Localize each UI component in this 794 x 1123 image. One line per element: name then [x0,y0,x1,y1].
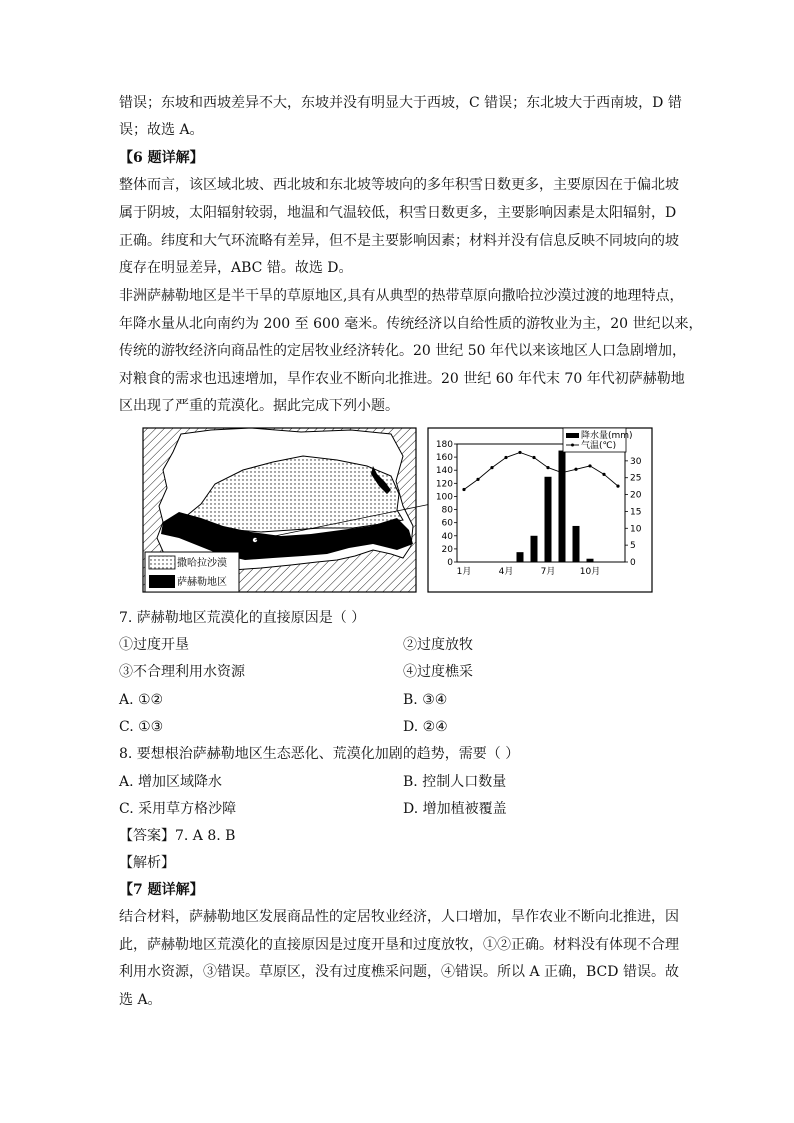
temperature-point [462,488,465,491]
x-tick-label: 7月 [540,567,556,577]
q7-item-3: ③不合理利用水资源 [119,664,245,680]
right-tick-label: 10 [630,524,642,535]
left-tick-label: 60 [441,518,453,529]
material-line: 年降水量从北向南约为 200 至 600 毫米。传统经济以自给性质的游牧业为主，20 世纪以来， [119,316,703,332]
x-tick-label: 10月 [579,567,601,577]
right-tick-label: 30 [630,456,642,467]
precip-bar [559,451,566,562]
section-heading: 【7 题详解】 [119,882,204,898]
text-line: 度存在明显差异，ABC 错。故选 D。 [119,260,353,276]
temperature-point [546,466,549,469]
left-tick-label: 180 [435,440,453,450]
temperature-point [602,473,605,476]
material-line: 非洲萨赫勒地区是半干旱的草原地区,具有从典型的热带草原向撒哈拉沙漠过渡的地理特点， [119,288,684,304]
precip-bar [587,559,594,562]
section-heading: 【6 题详解】 [119,150,204,166]
q7-option-c: C. ①③ [119,719,164,735]
x-tick-label: 4月 [498,567,514,577]
temperature-point [532,456,535,459]
q8-option-d: D. 增加植被覆盖 [403,801,507,817]
africa-map [143,428,431,592]
q7-option-a: A. ①② [119,692,164,708]
analysis-line: 利用水资源，③错误。草原区，没有过度樵采问题，④错误。所以 A 正确，BCD 错误。故 [119,964,679,980]
right-tick-label: 5 [630,541,636,552]
temperature-point [504,456,507,459]
precip-bar [531,536,538,562]
material-line: 区出现了严重的荒漠化。据此完成下列小题。 [119,398,399,414]
q8-option-b: B. 控制人口数量 [403,774,507,790]
right-tick-label: 20 [630,490,642,501]
left-tick-label: 120 [435,479,453,490]
left-tick-label: 100 [435,492,453,503]
figure-svg [141,426,653,594]
left-tick-label: 40 [441,531,453,542]
legend-precip-swatch [566,433,579,438]
analysis-line: 结合材料，萨赫勒地区发展商品性的定居牧业经济，人口增加，旱作农业不断向北推进，因 [119,909,679,925]
material-line: 对粮食的需求也迅速增加，旱作农业不断向北推进。20 世纪 60 年代末 70 年代初萨赫勒地 [119,371,685,387]
right-tick-label: 25 [630,473,642,484]
temperature-point [574,468,577,471]
q7-item-4: ④过度樵采 [403,664,473,680]
q7-option-d: D. ②④ [403,719,448,735]
question-8: 8. 要想根治萨赫勒地区生态恶化、荒漠化加剧的趋势，需要（ ） [119,746,520,762]
x-tick-label: 1月 [456,567,472,577]
q8-option-c: C. 采用草方格沙障 [119,801,237,817]
legend-temp-label: 气温(℃) [581,441,617,451]
precip-bar [573,526,580,562]
q7-item-1: ①过度开垦 [119,637,189,653]
legend-precip-label: 降水量(mm) [581,431,633,441]
temperature-point [560,471,563,474]
q7-option-b: B. ③④ [403,692,448,708]
answer-label: 【答案】7. A 8. B [119,828,236,844]
text-line: 整体而言，该区域北坡、西北坡和东北坡等坡向的多年积雪日数更多，主要原因在于偏北坡 [119,177,679,193]
text-line: 正确。纬度和大气环流略有差异，但不是主要影响因素；材料并没有信息反映不同坡向的坡 [119,233,679,249]
left-tick-label: 80 [441,505,453,516]
temperature-point [476,478,479,481]
q7-item-2: ②过度放牧 [403,637,473,653]
left-tick-label: 160 [435,453,453,464]
question-7: 7. 萨赫勒地区荒漠化的直接原因是（ ） [119,610,366,626]
q8-option-a: A. 增加区域降水 [119,774,223,790]
legend-sahara-label: 撒哈拉沙漠 [177,558,227,569]
text-line: 属于阴坡，太阳辐射较弱，地温和气温较低，积雪日数更多，主要影响因素是太阳辐射，D [119,205,677,221]
precip-bar [517,552,524,562]
temperature-point [616,485,619,488]
figure [141,426,653,594]
text-line: 错误；东坡和西坡差异不大，东坡并没有明显大于西坡，C 错误；东北坡大于西南坡，D 错 [119,95,682,111]
temperature-point [588,464,591,467]
analysis-line: 选 A。 [119,992,162,1008]
right-tick-label: 0 [630,558,636,568]
temperature-point [518,451,521,454]
precip-bar [545,477,552,562]
temperature-point [490,466,493,469]
left-tick-label: 20 [441,544,453,555]
right-tick-label: 15 [630,507,642,518]
text-line: 误；故选 A。 [119,122,204,138]
left-tick-label: 140 [435,466,453,477]
legend-temp-marker [571,444,574,447]
legend-sahel-label: 萨赫勒地区 [177,577,227,588]
left-tick-label: 0 [447,558,453,568]
analysis-heading: 【解析】 [119,855,175,871]
material-line: 传统的游牧经济向商品性的定居牧业经济转化。20 世纪 50 年代以来该地区人口急剧增加， [119,343,686,359]
analysis-line: 此，萨赫勒地区荒漠化的直接原因是过度开垦和过度放牧，①②正确。材料没有体现不合理 [119,937,679,953]
